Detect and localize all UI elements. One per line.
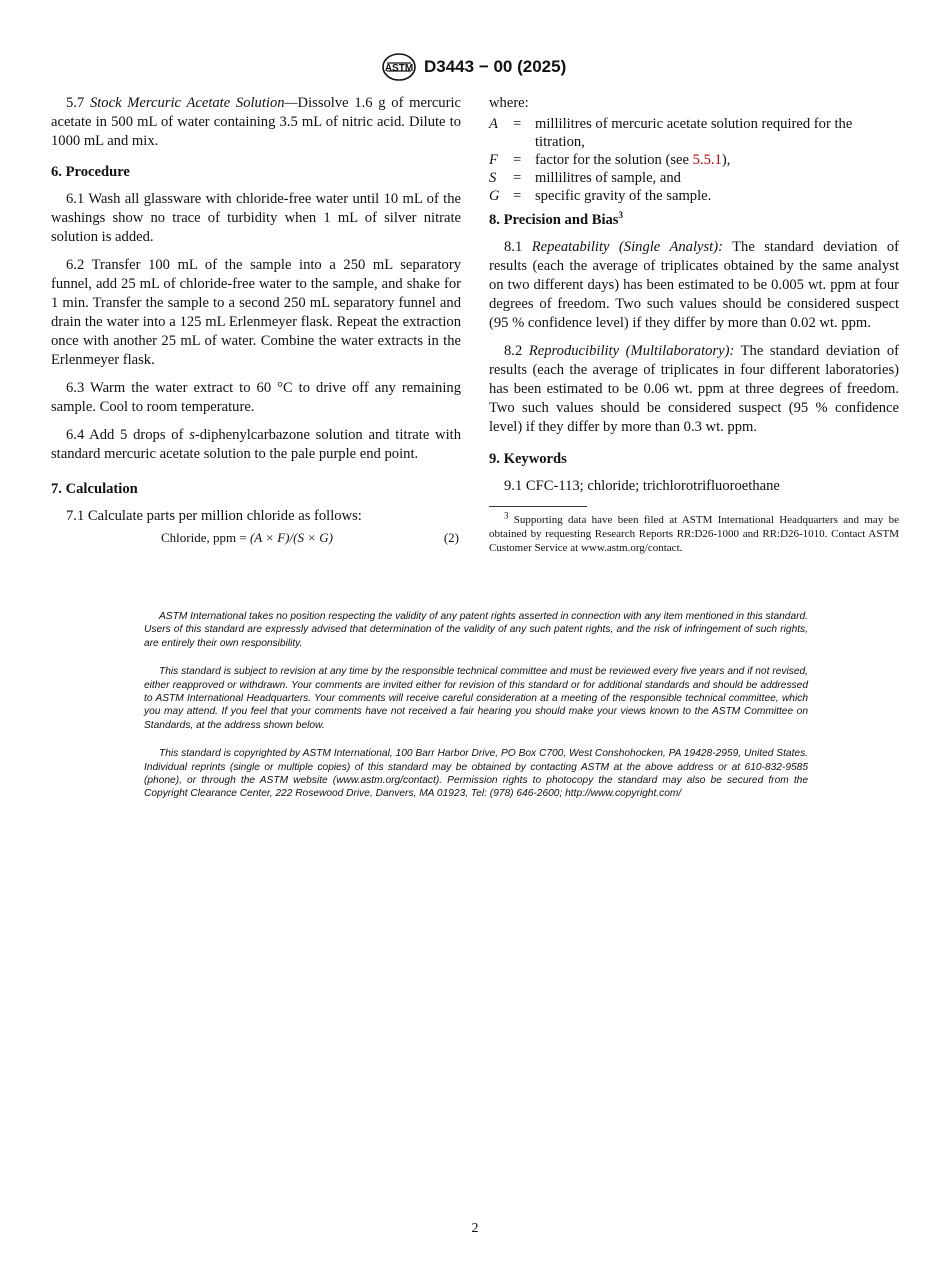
right-column (489, 94, 899, 555)
variable-a: A = millilitres of mercuric acetate solution required for the titration, (489, 116, 853, 150)
section-link-5-5-1[interactable]: 5.5.1 (692, 152, 722, 168)
heading-calculation: 7. Calculation (51, 481, 138, 497)
section-5-7: 5.7 Stock Mercuric Acetate Solution—Dissolve 1.6 g of mercuric acetate in 500 mL of water containing 3.5 mL of nitric acid. Dilute to 1000 mL and mix. (51, 95, 461, 149)
variable-list (489, 115, 899, 205)
page-header (0, 50, 950, 86)
astm-logo-icon (381, 52, 417, 82)
patent-notice: ASTM International takes no position respecting the validity of any patent rights asserted in connection with any item mentioned in this standard. Users of this standard are expressly advised that determination of the validity of any such patent rights, and the risk of infringement of such rights, are entirely their own responsibility. (144, 611, 808, 649)
copyright-notice: This standard is copyrighted by ASTM International, 100 Barr Harbor Drive, PO Box C700, West Conshohocken, PA 19428-2959, United States. Individual reprints (single or multiple copies) of this standard may be obtained by contacting ASTM at the above address or at 610-832-9585 (phone), or through the ASTM website (www.astm.org/contact). Permission rights to photocopy the standard may also be secured from the Copyright Clearance Center, 222 Rosewood Drive, Danvers, MA 01923, Tel: (978) 646-2600; http://www.copyright.com/ (144, 748, 808, 800)
section-8-1: 8.1 Repeatability (Single Analyst): The standard deviation of results (each the average of triplicates obtained by the same analyst on two different days) has been estimated to be 0.005 wt. ppm at four degrees of freedom. Two such values should be considered suspect (95 % confidence level) if they differ by more than 0.02 wt. ppm. (489, 239, 900, 331)
revision-notice: This standard is subject to revision at any time by the responsible technical committee and must be reviewed every five years and if not revised, either reapproved or withdrawn. Your comments are invited either for revision of this standard or for additional standards and should be addressed to ASTM International Headquarters. Your comments will receive careful consideration at a meeting of the responsible technical committee, which you may attend. If you feel that your comments have not received a fair hearing you should make your views known to the ASTM Committee on Standards, at the address shown below. (144, 666, 808, 731)
document-id: D3443 − 00 (2025) (424, 57, 567, 76)
legal-notices (144, 610, 808, 816)
section-6-1: 6.1 Wash all glassware with chloride-free water until 10 mL of the washings show no trace of turbidity when 1 mL of silver nitrate solution is added. (51, 191, 461, 245)
variable-g: G = specific gravity of the sample. (489, 188, 712, 204)
section-6-2: 6.2 Transfer 100 mL of the sample into a 250 mL separatory funnel, add 25 mL of chloride-free water to the sample, and shake for 1 min. Transfer the sample to a second 250 mL separatory funnel and drain the water into a 125 mL Erlenmeyer flask. Repeat the extraction once with another 25 mL of water. Combine the water extracts in the Erlenmeyer flask. (51, 257, 461, 368)
section-9-1: 9.1 CFC-113; chloride; trichlorotrifluoroethane (504, 478, 780, 494)
section-7-1: 7.1 Calculate parts per million chloride as follows: (66, 508, 362, 524)
section-6-4: 6.4 Add 5 drops of s-diphenylcarbazone solution and titrate with standard mercuric acetate solution to the pale purple end point. (51, 427, 461, 462)
variable-s: S = millilitres of sample, and (489, 170, 681, 186)
section-8-2: 8.2 Reproducibility (Multilaboratory): The standard deviation of results (each the average of triplicates in four different laboratories) has been estimated to be 0.06 wt. ppm at three degrees of freedom. Two such values should be considered suspect (95 % confidence level) if they differ by more than 0.3 wt. ppm. (489, 343, 900, 435)
footnote-divider (489, 506, 587, 507)
equation-2 (51, 528, 461, 550)
variable-f: F = factor for the solution (see 5.5.1), (489, 152, 731, 168)
heading-procedure: 6. Procedure (51, 164, 130, 180)
footnote-3: $^3$ Supporting data have been filed at ASTM International Headquarters and may be obtained by requesting Research Reports RR:D26-1000 and RR:D26-1010. Contact ASTM Customer Service at www.astm.org/contact. (489, 510, 899, 554)
heading-precision-bias: 8. Precision and Bias$^3$ (489, 210, 623, 228)
equation-rhs: (A × F)/(S × G) (249, 530, 333, 545)
page-number: 2 (471, 1221, 479, 1236)
left-column (51, 94, 461, 550)
footnote-ref-3[interactable]: 3 (618, 210, 623, 221)
equation-lhs: Chloride, ppm = (161, 530, 250, 545)
section-6-3: 6.3 Warm the water extract to 60 °C to drive off any remaining sample. Cool to room temperature. (51, 380, 461, 415)
where-label: where: (489, 95, 529, 111)
logo-text: ASTM (384, 63, 414, 74)
equation-number: (2) (443, 530, 459, 545)
heading-keywords: 9. Keywords (489, 451, 567, 467)
